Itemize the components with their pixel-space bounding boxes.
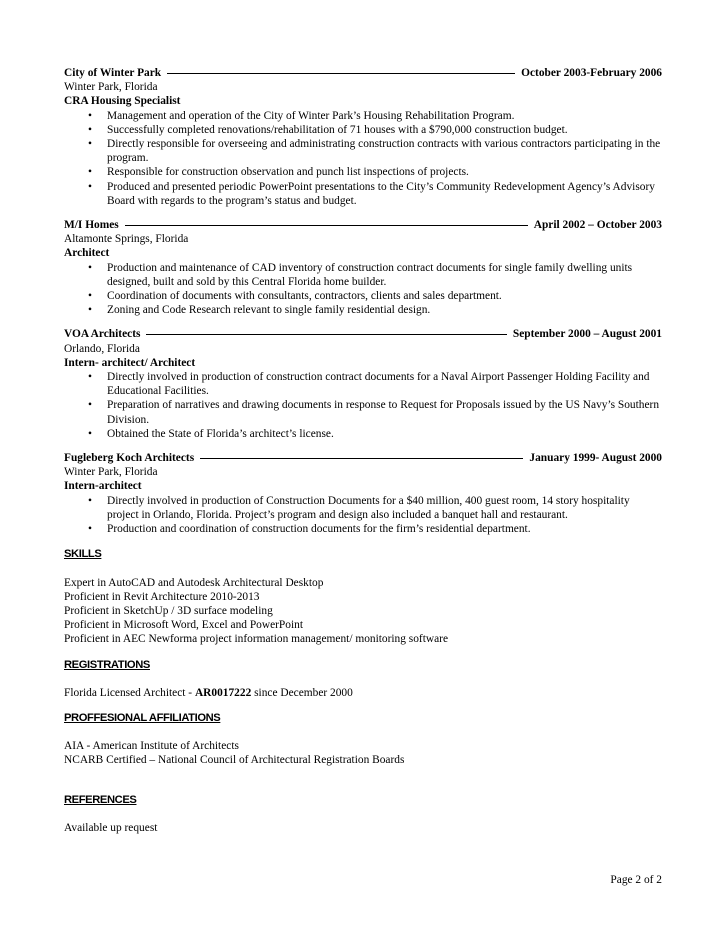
job-entry xyxy=(64,327,662,441)
job-title: Intern- architect/ Architect xyxy=(64,356,196,369)
job-bullet: • Directly responsible for overseeing and administrating construction contracts with various contractors participating in the program. xyxy=(64,137,662,165)
header-rule xyxy=(200,458,523,459)
job-header xyxy=(64,451,662,465)
job-entry xyxy=(64,66,662,208)
job-bullet: • Obtained the State of Florida’s architect’s license. xyxy=(64,427,662,441)
job-bullet: • Zoning and Code Research relevant to single family residential design. xyxy=(64,303,662,317)
affiliations-list xyxy=(64,739,662,767)
job-bullet: • Directly involved in production of Construction Documents for a $40 million, 400 guest room, 14 story hospitality project in Orlando, Florida. Project’s program and design also included a banquet hall and restaurant. xyxy=(64,494,662,522)
job-organization: VOA Architects xyxy=(64,328,141,341)
job-location: Altamonte Springs, Florida xyxy=(64,233,189,246)
job-bullets xyxy=(64,109,662,208)
job-bullet: • Successfully completed renovations/rehabilitation of 71 houses with a $790,000 construction budget. xyxy=(64,123,662,137)
job-title: CRA Housing Specialist xyxy=(64,95,181,108)
job-bullet: • Directly involved in production of construction contract documents for a Naval Airport Passenger Holding Facility and Educational Facilities. xyxy=(64,370,662,398)
job-bullet: • Production and maintenance of CAD inventory of construction contract documents for single family dwelling units designed, built and sold by this Central Florida home builder. xyxy=(64,261,662,289)
job-organization: M/I Homes xyxy=(64,219,119,232)
references-text: Available up request xyxy=(64,821,158,834)
job-bullets xyxy=(64,370,662,441)
job-organization: Fugleberg Koch Architects xyxy=(64,452,195,465)
job-location: Winter Park, Florida xyxy=(64,466,158,479)
skill-item: Proficient in Microsoft Word, Excel and PowerPoint xyxy=(64,619,303,632)
skill-item: Proficient in AEC Newforma project information management/ monitoring software xyxy=(64,633,449,646)
job-header xyxy=(64,218,662,232)
registration-suffix: since December 2000 xyxy=(251,686,353,699)
job-bullet: • Management and operation of the City of Winter Park’s Housing Rehabilitation Program. xyxy=(64,109,662,123)
job-dates: January 1999- August 2000 xyxy=(529,452,662,465)
skill-item: Expert in AutoCAD and Autodesk Architectural Desktop xyxy=(64,576,324,589)
job-bullet: • Responsible for construction observation and punch list inspections of projects. xyxy=(64,165,662,179)
registrations-heading: REGISTRATIONS xyxy=(64,658,150,671)
job-bullet: • Production and coordination of construction documents for the firm’s residential department. xyxy=(64,522,662,536)
job-dates: October 2003-February 2006 xyxy=(521,67,662,79)
license-number: AR0017222 xyxy=(194,686,252,699)
affiliations-heading: PROFFESIONAL AFFILIATIONS xyxy=(64,711,221,724)
affiliation-item: AIA - American Institute of Architects xyxy=(64,740,239,753)
references-heading: REFERENCES xyxy=(64,793,137,806)
header-rule xyxy=(167,73,515,74)
job-title: Architect xyxy=(64,247,110,260)
registration-line xyxy=(64,686,662,700)
job-location: Winter Park, Florida xyxy=(64,81,158,94)
resume-page xyxy=(64,66,662,835)
job-header xyxy=(64,327,662,341)
skill-item: Proficient in SketchUp / 3D surface modeling xyxy=(64,604,273,617)
job-location: Orlando, Florida xyxy=(64,342,140,355)
job-entry xyxy=(64,218,662,317)
job-organization: City of Winter Park xyxy=(64,67,162,79)
job-bullet: • Preparation of narratives and drawing documents in response to Request for Proposals issued by the US Navy’s Southern Division. xyxy=(64,398,662,426)
skills-list xyxy=(64,576,662,647)
job-bullets xyxy=(64,261,662,318)
job-bullets xyxy=(64,494,662,537)
job-bullet: • Coordination of documents with consultants, contractors, clients and sales department. xyxy=(64,289,662,303)
skills-heading: SKILLS xyxy=(64,548,102,561)
skill-item: Proficient in Revit Architecture 2010-2013 xyxy=(64,590,260,603)
job-dates: September 2000 – August 2001 xyxy=(512,328,662,341)
header-rule xyxy=(146,334,506,335)
job-title: Intern-architect xyxy=(64,480,142,493)
job-dates: April 2002 – October 2003 xyxy=(533,219,662,232)
header-rule xyxy=(125,225,528,226)
affiliation-item: NCARB Certified – National Council of Architectural Registration Boards xyxy=(64,754,405,767)
registration-prefix: Florida Licensed Architect - xyxy=(64,686,195,699)
job-entry xyxy=(64,451,662,536)
page-number: Page 2 of 2 xyxy=(610,874,662,886)
job-header xyxy=(64,66,662,80)
job-bullet: • Produced and presented periodic PowerPoint presentations to the City’s Community Redevelopment Agency’s Advisory Board with regards to the program’s status and budget. xyxy=(64,180,662,208)
